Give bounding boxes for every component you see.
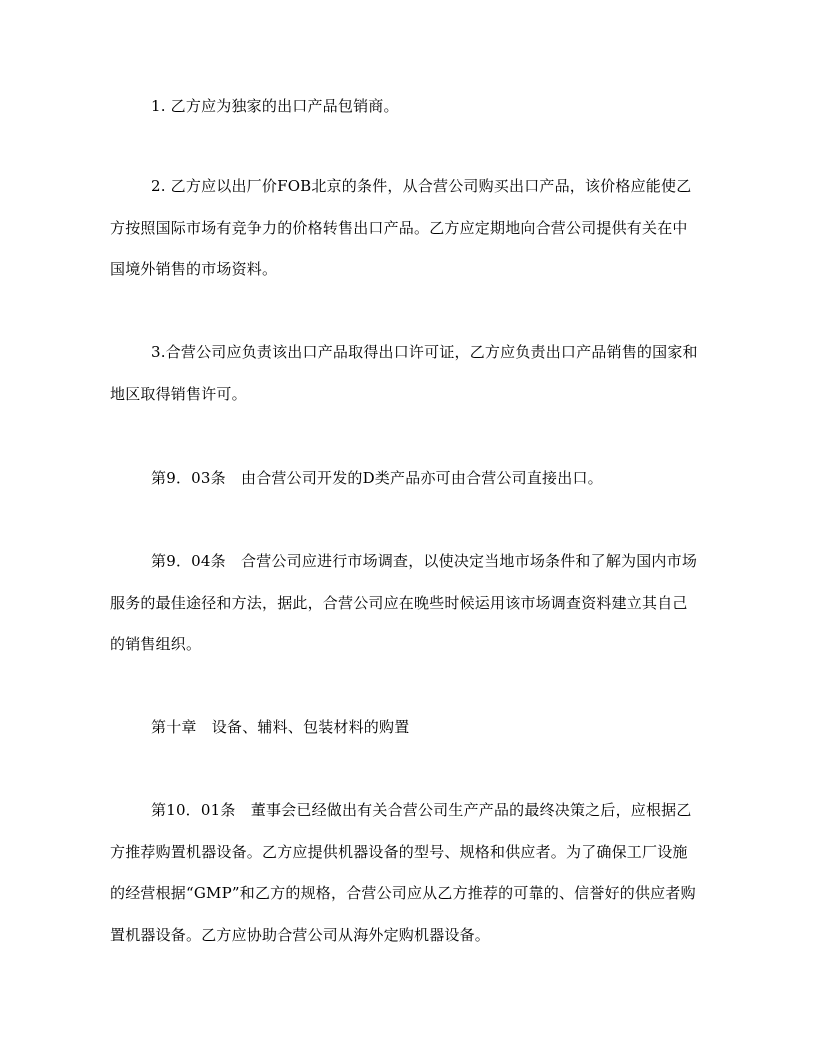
paragraph-exclusive-distributor: 1. 乙方应为独家的出口产品包销商。: [151, 97, 399, 115]
paragraph-fob-purchase: 2. 乙方应以出厂价FOB北京的条件，从合营公司购买出口产品，该价格应能使乙方按照国际市场有竞争力的价格转售出口产品。乙方应定期地向合营公司提供有关在中国境外销售的市场资料。: [110, 177, 692, 278]
paragraph-article-10-01: 第10．01条 董事会已经做出有关合营公司生产产品的最终决策之后，应根据乙方推荐购置机器设备。乙方应提供机器设备的型号、规格和供应者。为了确保工厂设施的经营根据“GMP”和乙方的规格，合营公司应从乙方推荐的可靠的、信誉好的供应者购置机器设备。乙方应协助合营公司从海外定购机器设备。: [110, 801, 696, 944]
paragraph-article-9-03: 第9．03条 由合营公司开发的D类产品亦可由合营公司直接出口。: [151, 469, 603, 487]
paragraph-export-license: 3.合营公司应负责该出口产品取得出口许可证，乙方应负责出口产品销售的国家和地区取得销售许可。: [110, 343, 698, 403]
chapter-ten-heading: 第十章 设备、辅料、包装材料的购置: [151, 718, 410, 736]
paragraph-article-9-04: 第9．04条 合营公司应进行市场调查，以使决定当地市场条件和了解为国内市场服务的最佳途径和方法，据此，合营公司应在晚些时候运用该市场调查资料建立其自己的销售组织。: [110, 552, 698, 653]
